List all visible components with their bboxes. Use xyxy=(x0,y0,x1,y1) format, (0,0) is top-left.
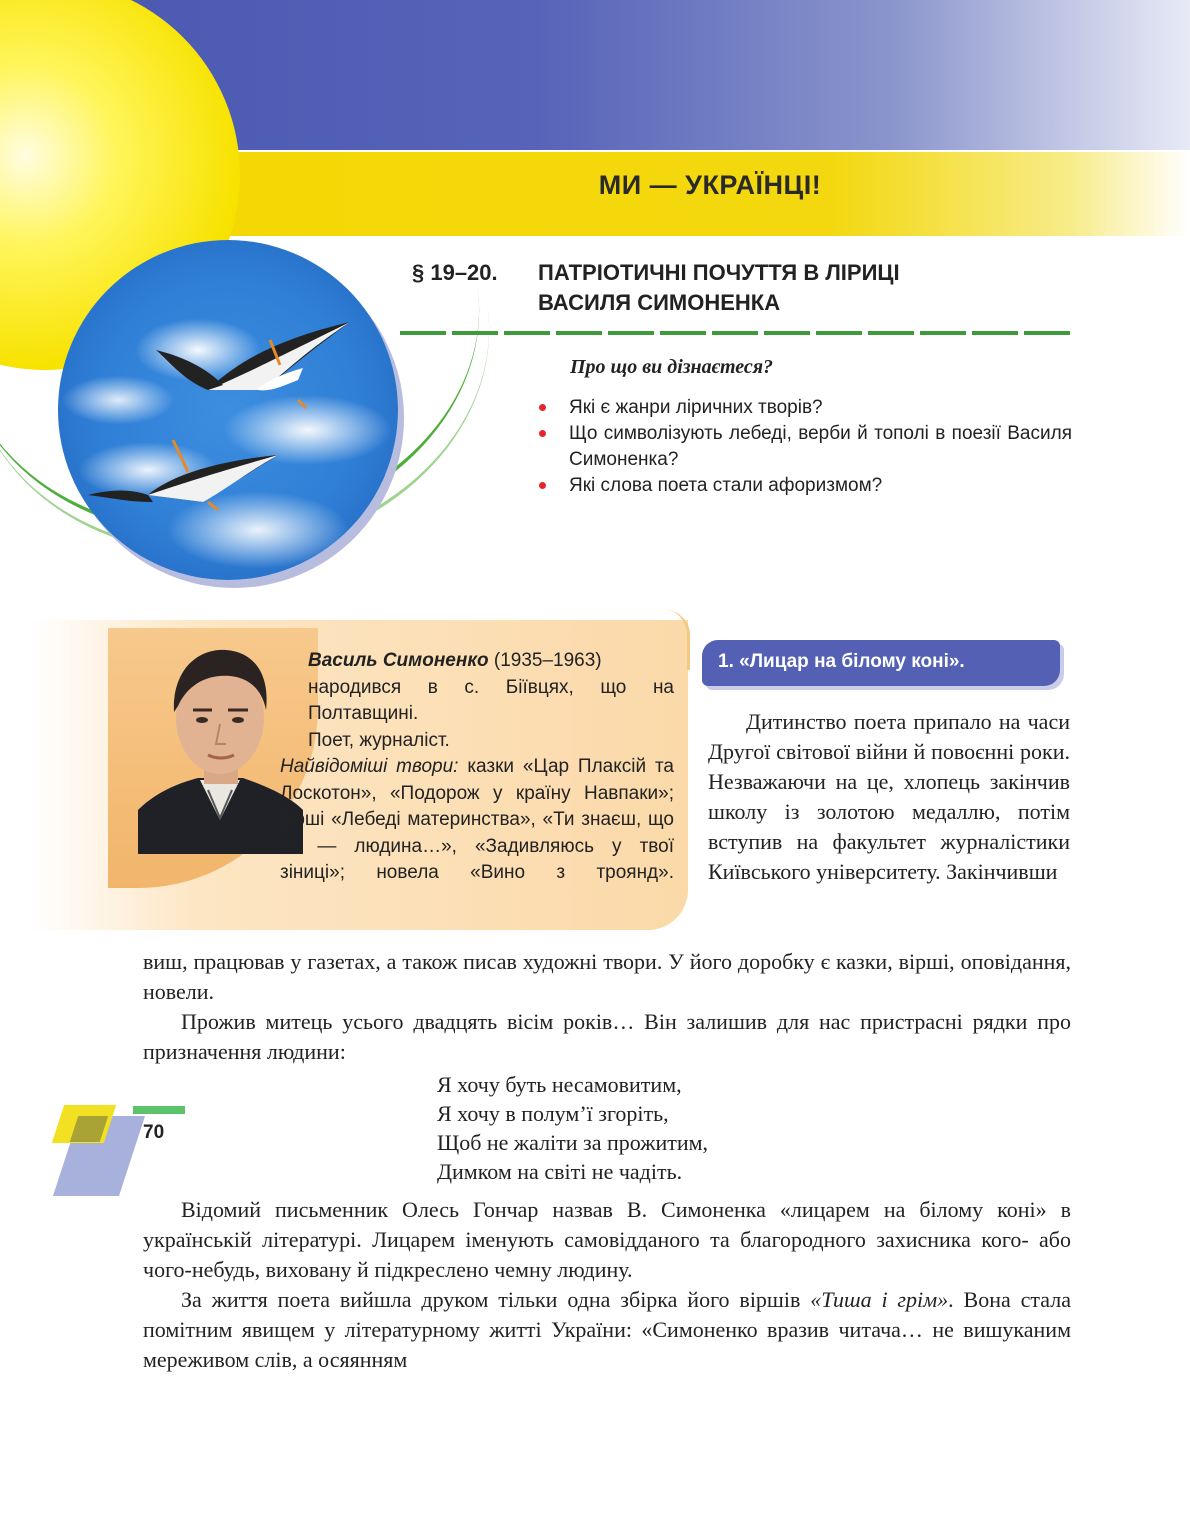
bio-name: Василь Симоненко xyxy=(308,650,489,671)
section-number: § 19–20. xyxy=(412,260,498,285)
sky-storks-image xyxy=(58,240,398,580)
section-title-line1: ПАТРІОТИЧНІ ПОЧУТТЯ В ЛІРИЦІ xyxy=(538,260,900,285)
bio-text xyxy=(190,648,674,887)
bio-works-text: казки «Цар Плаксій та Лоскотон», «Подорож у країну Навпаки»; вірші «Лебеді материнства», «Ти знаєш, що ти — людина…», «Задивляюсь у твої зіниці»; новела «Вино з троянд». xyxy=(280,756,674,883)
poem-line: Димком на світі не чадіть. xyxy=(437,1159,683,1184)
learn-item: Що символізують лебеді, верби й тополі в поезії Василя Симоненка? xyxy=(535,421,1072,473)
bio-role: Поет, журналіст. xyxy=(308,729,450,751)
page-number: 70 xyxy=(143,1122,165,1143)
poem-line: Я хочу буть несамовитим, xyxy=(437,1072,682,1097)
body-text-2 xyxy=(143,1195,1071,1375)
section-title-line2: ВАСИЛЯ СИМОНЕНКА xyxy=(538,290,781,315)
paragraph-1-column: Дитинство поета припало на часи Другої світової війни й повоєнні роки. Незважаючи на це, хлопець закінчив школу із золотою медаллю, потім вступив на факультет журналістики Київського університету. Закінчивши xyxy=(708,709,1070,884)
subsection-title: 1. «Лицар на білому коні». xyxy=(718,651,965,672)
bio-years: (1935–1963) xyxy=(493,650,602,671)
bio-born: народився в с. Біївцях, що на Полтавщині. xyxy=(308,676,674,724)
body-text-1 xyxy=(143,947,1071,1067)
bullet-icon xyxy=(539,482,546,489)
subsection-heading xyxy=(702,640,1060,686)
poem-line: Я хочу в полум’ї згоріть, xyxy=(437,1101,669,1126)
collection-title: «Тиша і грім» xyxy=(810,1287,949,1312)
learn-item: Які є жанри ліричних творів? xyxy=(535,395,1072,421)
bio-works xyxy=(190,754,674,887)
storks-icon xyxy=(58,240,398,580)
body-column-text xyxy=(708,707,1070,887)
paragraph-2: Прожив митець усього двадцять вісім років… Він залишив для нас пристрасні рядки про призначення людини: xyxy=(143,1009,1071,1064)
paragraph-4: За життя поета вийшла друком тільки одна збірка його віршів «Тиша і грім». Вона стала помітним явищем у літературному житті України: «Симоненко вразив читача… не вишуканим мереживом слів, а осяянням xyxy=(143,1287,1071,1372)
section-title xyxy=(538,258,1058,318)
paragraph-1-continued: виш, працював у газетах, а також писав художні твори. У його доробку є казки, вірші, оповідання, новели. xyxy=(143,949,1071,1004)
bullet-icon xyxy=(539,430,546,437)
unit-title: МИ — УКРАЇНЦІ! xyxy=(598,170,822,200)
dashed-divider xyxy=(400,331,1072,335)
bullet-icon xyxy=(539,404,546,411)
paragraph-3: Відомий письменник Олесь Гончар назвав В. Симоненка «лицарем на білому коні» в українській літературі. Лицарем іменують самовідданого та благородного захисника кого- або чого-небудь, виховану й підкреслено чемну людину. xyxy=(143,1197,1071,1282)
bio-works-label: Найвідоміші твори: xyxy=(280,756,459,777)
learn-list xyxy=(535,395,1072,499)
learn-heading: Про що ви дізнаєтеся? xyxy=(570,356,774,378)
poem-quote xyxy=(437,1070,708,1186)
poem-line: Щоб не жаліти за прожитим, xyxy=(437,1130,709,1155)
footer-decoration-green xyxy=(133,1106,185,1114)
learn-item: Які слова поета стали афоризмом? xyxy=(535,473,1072,499)
